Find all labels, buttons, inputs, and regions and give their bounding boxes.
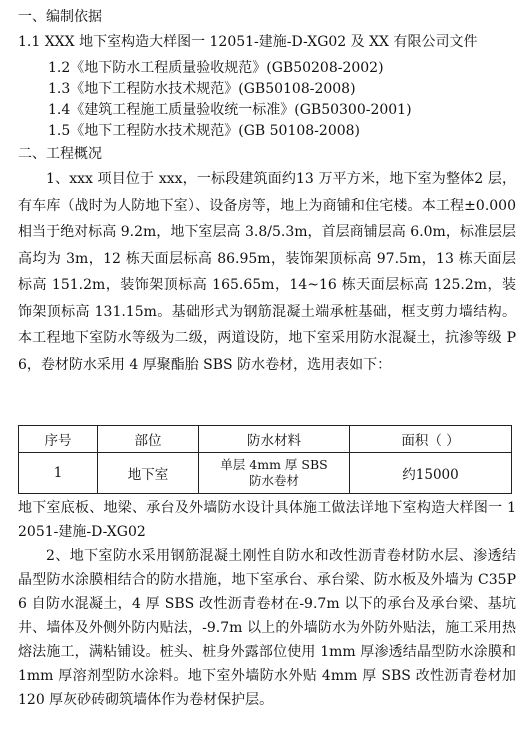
overview-paragraph-1: 1、xxx 项目位于 xxx，一标段建筑面约13 万平方米，地下室为整体2 层，有车库（战时为人防地下室）、设备房等，地上为商铺和住宅楼。本工程±0.000 相当于绝对标高 9.2m，地下室层高 3.8/5.3m，首层商铺层高 6.0m，标准层层高均为 3m，12 栋天面层标高 86.95m，装饰架顶标高 97.5m，13 栋天面层标高 151.2m，装饰架顶标高 165.65m，14~16 栋天面层标高 125.2m，装饰架顶标高 131.15m。基础形式为钢筋混凝土端承桩基础，框支剪力墙结构。本工程地下室防水等级为二级，两道设防，地下室采用防水混凝土，抗渗等级 P6，卷材防水采用 4 厚聚酯胎 SBS 防水卷材，选用表如下：	[18, 171, 516, 373]
table-cell-material	[199, 453, 350, 494]
material-line-1: 单层 4mm 厚 SBS	[220, 457, 328, 472]
basis-item-1-1: 1.1 XXX 地下室构造大样图一 12051-建施-D-XG02 及 XX 有限公司文件	[18, 34, 478, 50]
table-cell-location: 地下室	[98, 453, 199, 494]
table-header-cell: 序号	[19, 426, 98, 453]
table-header-cell: 防水材料	[199, 426, 350, 453]
basis-item-1-3: 1.3《地下工程防水技术规范》(GB50108-2008)	[48, 81, 356, 97]
basis-item-1-5: 1.5《地下工程防水技术规范》(GB 50108-2008)	[48, 123, 361, 139]
table-header-cell: 面积（ ）	[350, 426, 512, 453]
overview-paragraph-2: 2、地下室防水采用钢筋混凝土刚性自防水和改性沥青卷材防水层、渗透结晶型防水涂膜相结合的防水措施，地下室承台、承台梁、防水板及外墙为 C35P6 自防水混凝土，4 厚 SBS 改性沥青卷材在-9.7m 以下的承台及承台梁、基坑井、墙体及外侧外防内贴法，-9.7m 以上的外墙防水为外防外贴法，施工采用热熔法施工，满粘铺设。桩头、桩身外露部位使用 1mm 厚渗透结晶型防水涂膜和 1mm 厚溶剂型防水涂料。地下室外墙防水外贴 4mm 厚 SBS 改性沥青卷材加 120 厚灰砂砖砌筑墙体作为卷材保护层。	[18, 548, 516, 708]
material-line-2: 防水卷材	[248, 473, 299, 488]
table-cell-no: 1	[19, 453, 98, 494]
table-row	[19, 453, 512, 494]
construction-note: 地下室底板、地梁、承台及外墙防水设计具体施工做法详地下室构造大样图一 12051-建施-D-XG02	[18, 500, 516, 540]
table-cell-area: 约15000	[350, 453, 512, 494]
basis-item-1-4: 1.4《建筑工程施工质量验收统一标准》(GB50300-2001)	[48, 102, 412, 118]
table-header-cell: 部位	[98, 426, 199, 453]
basis-item-1-2: 1.2《地下防水工程质量验收规范》(GB50208-2002)	[48, 60, 384, 76]
section2-heading: 二、工程概况	[18, 146, 102, 162]
table-header-row	[19, 426, 512, 453]
section1-heading: 一、编制依据	[18, 9, 102, 25]
waterproofing-table	[18, 425, 512, 494]
